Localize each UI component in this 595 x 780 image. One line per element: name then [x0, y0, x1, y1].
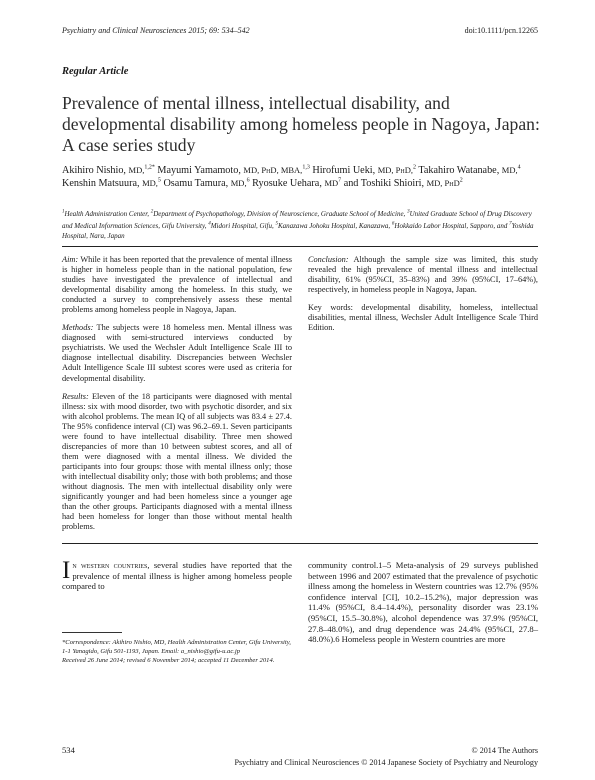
author-degree: MD,	[142, 178, 158, 188]
author-degree: MD,	[501, 165, 518, 175]
conclusion-text: Although the sample size was limited, this study revealed the high prevalence of mental illness and intellectual disability, 61% (95%CI, 35–83%) and 39% (95%CI, 17–64%), respectively, in homeless people in Nagoya, Japan.	[308, 255, 538, 295]
conclusion-label: Conclusion:	[308, 255, 349, 264]
page-number: 534	[62, 745, 75, 755]
author-name: Takahiro Watanabe,	[418, 165, 502, 176]
keywords-text: developmental disability, homeless, intellectual disabilities, mental illness, Wechsler Adult Intelligence Scale Third Edition.	[308, 303, 539, 333]
author-name: Osamu Tamura,	[163, 178, 231, 189]
correspondence: *Correspondence: Akihiro Nishio, MD, Health Administration Center, Gifu University, 1-1 Yanagido, Gifu 501-1193, Japan. Email: a_nishio@gifu-u.ac.jp	[62, 639, 291, 656]
affiliations	[62, 208, 542, 241]
affiliation-text: Midori Hospital, Gifu,	[210, 221, 276, 230]
abstract-top-rule	[62, 246, 538, 247]
author	[418, 165, 520, 176]
abstract-left-column	[62, 255, 292, 540]
affiliation-text: Department of Psychopathology, Division of Neuroscience, Graduate School of Medicine,	[153, 210, 408, 219]
affiliation-mark: 4	[208, 221, 211, 227]
affiliation	[208, 222, 275, 230]
received-dates: Received 26 June 2014; revised 6 November 2014; accepted 11 December 2014.	[62, 657, 275, 665]
footnote-rule	[62, 632, 122, 633]
author	[62, 178, 161, 189]
results-label: Results:	[62, 391, 89, 401]
author-name: Mayumi Yamamoto,	[157, 165, 244, 176]
author	[163, 178, 249, 189]
author-affiliation-mark: 5	[157, 177, 161, 184]
intro-left-text: several studies have reported that the prevalence of mental illness is higher among homeless people compared to	[62, 560, 292, 592]
article-title: Prevalence of mental illness, intellectual disability, and developmental disability among homeless people in Nagoya, Japan: A case series study	[62, 93, 540, 155]
affiliation-mark: 2	[150, 210, 154, 215]
abstract-results	[62, 392, 292, 533]
author-affiliation-mark: 1,3	[302, 164, 310, 171]
author	[312, 165, 416, 176]
body-right-column	[308, 560, 538, 645]
affiliation	[151, 210, 407, 218]
affiliation-text: Health Administration Center,	[64, 210, 151, 219]
author-name: Ryosuke Uehara,	[252, 178, 325, 189]
footnote	[62, 632, 292, 665]
author-affiliation-mark: 1,2*	[144, 164, 155, 171]
copyright	[234, 745, 538, 769]
journal-citation: Psychiatry and Clinical Neurosciences 2015; 69: 534–542	[62, 26, 250, 35]
author	[344, 178, 463, 189]
results-text: Eleven of the 18 participants were diagnosed with mental illness: six with mood disorder, two with psychotic disorder, and six with alcohol problems. The mean IQ of all subjects was 83.4 ± 27.4. The 95% confidence interval (CI) was 96.2–69.1. Seven participants were found to have intellectual disability. Three men showed discrepancies of more than 10 between subtest scores, and all of them were diagnosed with a mental illness. We divided the participants into four groups: those with mental illness only; those with intellectual disability only; those with both problems; and those without diagnosis. The men with intellectual disability only were significantly younger and had been homeless since a younger age than the other groups. Participants diagnosed with a mental illness had been homeless for longer than those without mental health problems.	[62, 391, 292, 532]
author-degree: MD, PhD, MBA,	[243, 165, 303, 175]
affiliation-text: Hokkaido Labor Hospital, Sapporo, and	[394, 221, 510, 230]
affiliation-text: Yoshida Hospital, Nara, Japan	[62, 221, 534, 240]
author-degree: MD	[324, 178, 339, 188]
author-name: Akihiro Nishio,	[62, 165, 129, 176]
article-type: Regular Article	[62, 66, 129, 77]
aim-label: Aim:	[62, 255, 79, 264]
affiliation-text: Kanazawa Johoku Hospital, Kanazawa,	[277, 221, 392, 230]
author-name: and Toshiki Shioiri,	[343, 178, 427, 189]
affiliation	[275, 222, 391, 230]
affiliation-mark: 7	[509, 221, 512, 227]
author-degree: MD, PhD	[426, 178, 460, 188]
intro-lead: n western countries,	[72, 560, 150, 570]
affiliation	[392, 222, 509, 230]
affiliation-mark: 5	[275, 221, 278, 227]
abstract-aim	[62, 255, 292, 315]
author-name: Hirofumi Ueki,	[312, 165, 378, 176]
author	[62, 165, 155, 176]
abstract-right-column	[308, 255, 538, 341]
author-degree: MD,	[230, 178, 247, 188]
running-head	[62, 26, 538, 38]
affiliation-text: United Graduate School of Drug Discovery and Medical Information Sciences, Gifu University,	[62, 210, 532, 230]
affiliation-mark: 6	[391, 221, 395, 227]
author-list	[62, 164, 542, 190]
methods-label: Methods:	[62, 323, 94, 333]
author-degree: MD,	[128, 165, 145, 175]
body-left-column	[62, 557, 292, 592]
author-name: Kenshin Matsuura,	[62, 178, 143, 189]
abstract-keywords	[308, 303, 538, 333]
methods-text: The subjects were 18 homeless men. Mental illness was diagnosed with semi-structured interviews conducted by psychiatrists. We used the Wechsler Adult Intelligence Scale III to diagnose intellectual disability. Discrepancies between Wechsler Adult Intelligence Scale III subtest scores were used as criteria for developmental disability.	[62, 323, 292, 383]
copyright-journal: Psychiatry and Clinical Neurosciences © 2014 Japanese Society of Psychiatry and Neurology	[234, 758, 538, 767]
author	[252, 178, 341, 189]
author-affiliation-mark: 7	[338, 177, 342, 184]
author-affiliation-mark: 2	[459, 177, 463, 184]
doi: doi:10.1111/pcn.12265	[464, 26, 538, 35]
author	[157, 165, 309, 176]
copyright-authors: © 2014 The Authors	[471, 746, 538, 755]
drop-cap: I	[62, 557, 71, 584]
author-degree: MD, PhD,	[377, 165, 413, 175]
abstract-methods	[62, 323, 292, 383]
abstract-conclusion	[308, 255, 538, 295]
affiliation-mark: 1	[62, 210, 65, 215]
author-affiliation-mark: 6	[246, 177, 250, 184]
aim-text: While it has been reported that the prevalence of mental illness is higher in homeless people than in the national population, few studies have investigated the prevalence of intellectual and developmental disability among the homeless. In this study, we conducted a survey to comprehensively assess these mental problems among homeless people in Nagoya, Japan.	[62, 255, 292, 315]
affiliation-mark: 3	[407, 210, 410, 215]
author-affiliation-mark: 2	[413, 164, 416, 171]
affiliation	[62, 210, 151, 218]
intro-right-text: community control.1–5 Meta-analysis of 29 surveys published between 1996 and 2007 estimated that the prevalence of psychotic illness among the homeless in Western countries was 12.7% (95% confidence interval [CI], 10.2–15.2%), major depression was 11.4% (95%CI, 8.4–14.4%), personality disorder was 23.1% (95%CI, 15.5–30.8%), alcohol dependence was 37.9% (95%CI, 27.8–48.0%), and drug dependence was 24.4% (95%CI, 27.8–48.0%).6 Homeless people in Western countries are more	[308, 560, 538, 645]
author-affiliation-mark: 4	[517, 164, 521, 171]
keywords-label: Key words:	[308, 303, 353, 313]
abstract-bottom-rule	[62, 543, 538, 544]
